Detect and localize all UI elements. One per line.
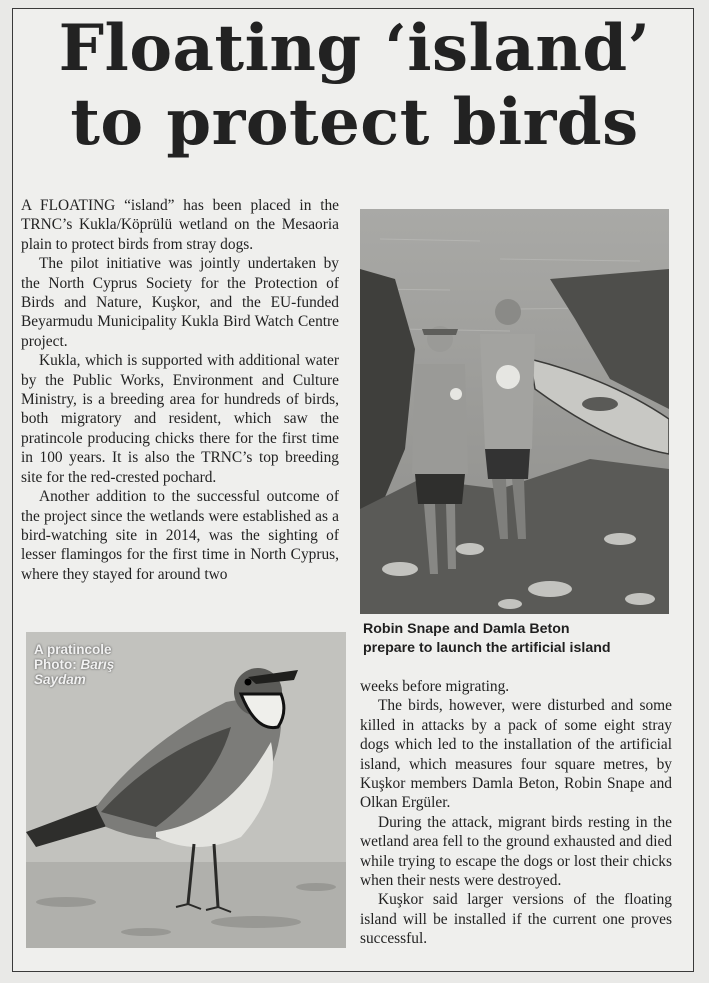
article-column-right (360, 677, 672, 949)
pratincole-overlay-caption (34, 642, 114, 687)
paragraph: Another addition to the successful outcome of the project since the wetlands were established as a bird-watching site in 2014, was the sighting of lesser flamingos for the first time in North Cyprus, where they stayed for around two (21, 488, 339, 583)
photo-caption (363, 620, 683, 658)
paragraph: weeks before migrating. (360, 678, 510, 695)
paragraph: A FLOATING “island” has been placed in the TRNC’s Kukla/Köprülü wetland on the Mesaoria plain to protect birds from stray dogs. (21, 197, 339, 253)
kayak-photo-image (360, 209, 669, 614)
paragraph: The birds, however, were disturbed and some killed in attacks by a pack of some eight stray dogs which led to the installation of the artificial island, which measures four square metres, by Kuşkor members Damla Beton, Robin Snape and Olkan Ergüler. (360, 697, 672, 812)
photo-kayak (360, 209, 669, 614)
paragraph: During the attack, migrant birds resting in the wetland area fell to the ground exhausted and died while trying to escape the dogs or lost their chicks when their nests were destroyed. (360, 813, 672, 890)
headline (0, 12, 709, 160)
article-column-left (21, 196, 339, 584)
paragraph: The pilot initiative was jointly undertaken by the North Cyprus Society for the Protection of Birds and Nature, Kuşkor, and the EU-funded Beyarmudu Municipality Kukla Bird Watch Centre project. (21, 255, 339, 350)
photo-caption-line-2: prepare to launch the artificial island (363, 640, 611, 656)
photo-pratincole (26, 632, 346, 948)
photo-credit-surname: Saydam (34, 672, 86, 687)
pratincole-label: A pratincole (34, 642, 112, 657)
paragraph: Kuşkor said larger versions of the floating island will be installed if the current one proves successful. (360, 891, 672, 948)
headline-line-2: to protect birds (70, 85, 639, 160)
photo-credit (34, 657, 114, 672)
photo-credit-prefix: Photo: (34, 657, 81, 672)
photo-caption-line-1: Robin Snape and Damla Beton (363, 621, 570, 637)
headline-line-1: Floating ‘island’ (58, 11, 651, 86)
paragraph: Kukla, which is supported with additional water by the Public Works, Environment and Culture Ministry, is a breeding area for hundreds of birds, both migratory and resident, which saw the pratincole producing chicks there for the first time in 100 years. It is also the TRNC’s top breeding site for the red-crested pochard. (21, 352, 339, 486)
photo-credit-name: Barış (80, 657, 115, 672)
